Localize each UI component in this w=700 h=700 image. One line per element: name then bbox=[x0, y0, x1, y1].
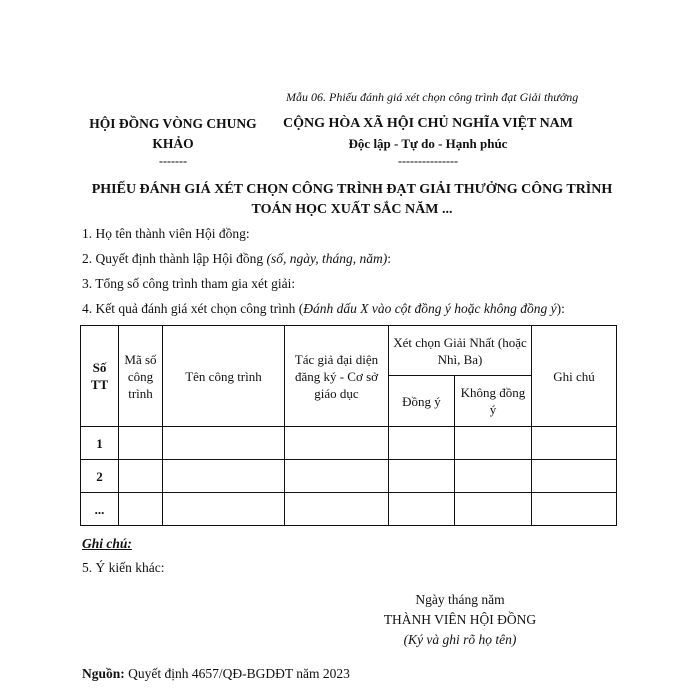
cell-disagree[interactable] bbox=[455, 460, 532, 493]
other-opinions: 5. Ý kiến khác: bbox=[82, 560, 165, 575]
table-row bbox=[81, 427, 617, 460]
signature-date: Ngày tháng năm bbox=[415, 592, 505, 607]
nation-motto: Độc lập - Tự do - Hạnh phúc bbox=[348, 136, 508, 151]
row-number: ... bbox=[81, 493, 119, 526]
header-author: Tác giả đại diện đăng ký - Cơ sở giáo dục bbox=[285, 326, 389, 427]
header-disagree: Không đồng ý bbox=[455, 376, 532, 427]
cell-name[interactable] bbox=[163, 427, 285, 460]
field-decision bbox=[82, 251, 391, 267]
field-decision-hint: (số, ngày, tháng, năm) bbox=[266, 251, 388, 266]
document-title-line1: PHIẾU ĐÁNH GIÁ XÉT CHỌN CÔNG TRÌNH ĐẠT GIẢI THƯỞNG CÔNG TRÌNH bbox=[91, 182, 613, 197]
cell-agree[interactable] bbox=[389, 460, 455, 493]
cell-author[interactable] bbox=[285, 460, 389, 493]
cell-author[interactable] bbox=[285, 427, 389, 460]
field-decision-label: 2. Quyết định thành lập Hội đồng bbox=[82, 251, 267, 266]
cell-agree[interactable] bbox=[389, 493, 455, 526]
field-result bbox=[82, 301, 565, 317]
cell-disagree[interactable] bbox=[455, 427, 532, 460]
nation-name: CỘNG HÒA XÃ HỘI CHỦ NGHĨA VIỆT NAM bbox=[282, 116, 573, 131]
council-name-line1: HỘI ĐỒNG VÒNG CHUNG bbox=[89, 116, 257, 131]
notes-title: Ghi chú: bbox=[82, 536, 132, 551]
cell-code[interactable] bbox=[119, 460, 163, 493]
motto-divider: --------------- bbox=[398, 154, 458, 168]
nation-header bbox=[278, 114, 578, 168]
row-number: 2 bbox=[81, 460, 119, 493]
council-divider: ------- bbox=[159, 154, 187, 168]
field-total-works: 3. Tổng số công trình tham gia xét giải: bbox=[82, 276, 296, 291]
form-code: Mẫu 06. Phiếu đánh giá xét chọn công trình đạt Giải thưởng bbox=[286, 90, 579, 104]
cell-code[interactable] bbox=[119, 493, 163, 526]
field-result-hint: Đánh dấu X vào cột đồng ý hoặc không đồng ý bbox=[303, 301, 557, 316]
header-note: Ghi chú bbox=[532, 326, 617, 427]
header-selection: Xét chọn Giải Nhất (hoặc Nhì, Ba) bbox=[389, 326, 532, 376]
source-line bbox=[82, 666, 350, 682]
header-name: Tên công trình bbox=[163, 326, 285, 427]
field-member-name: 1. Họ tên thành viên Hội đồng: bbox=[82, 226, 250, 241]
cell-name[interactable] bbox=[163, 493, 285, 526]
cell-note[interactable] bbox=[532, 427, 617, 460]
source-label: Nguồn: bbox=[82, 666, 125, 681]
signature-hint: (Ký và ghi rõ họ tên) bbox=[403, 632, 517, 647]
field-result-label: 4. Kết quả đánh giá xét chọn công trình ( bbox=[82, 301, 304, 316]
header-agree: Đồng ý bbox=[389, 376, 455, 427]
cell-disagree[interactable] bbox=[455, 493, 532, 526]
cell-note[interactable] bbox=[532, 460, 617, 493]
document-title bbox=[84, 180, 620, 220]
cell-agree[interactable] bbox=[389, 427, 455, 460]
field-decision-end: : bbox=[387, 251, 391, 266]
cell-name[interactable] bbox=[163, 460, 285, 493]
council-name-line2: KHẢO bbox=[152, 136, 194, 151]
council-header bbox=[84, 114, 262, 168]
table-row bbox=[81, 460, 617, 493]
header-stt: Số TT bbox=[81, 326, 119, 427]
signature-block bbox=[360, 590, 560, 650]
cell-note[interactable] bbox=[532, 493, 617, 526]
row-number: 1 bbox=[81, 427, 119, 460]
cell-author[interactable] bbox=[285, 493, 389, 526]
signature-role: THÀNH VIÊN HỘI ĐỒNG bbox=[383, 612, 537, 627]
cell-code[interactable] bbox=[119, 427, 163, 460]
table-row bbox=[81, 493, 617, 526]
source-text: Quyết định 4657/QĐ-BGDĐT năm 2023 bbox=[124, 666, 350, 681]
header-code: Mã số công trình bbox=[119, 326, 163, 427]
evaluation-table bbox=[80, 325, 617, 526]
document-title-line2: TOÁN HỌC XUẤT SẮC NĂM ... bbox=[251, 202, 453, 217]
field-result-end: ): bbox=[556, 301, 565, 316]
